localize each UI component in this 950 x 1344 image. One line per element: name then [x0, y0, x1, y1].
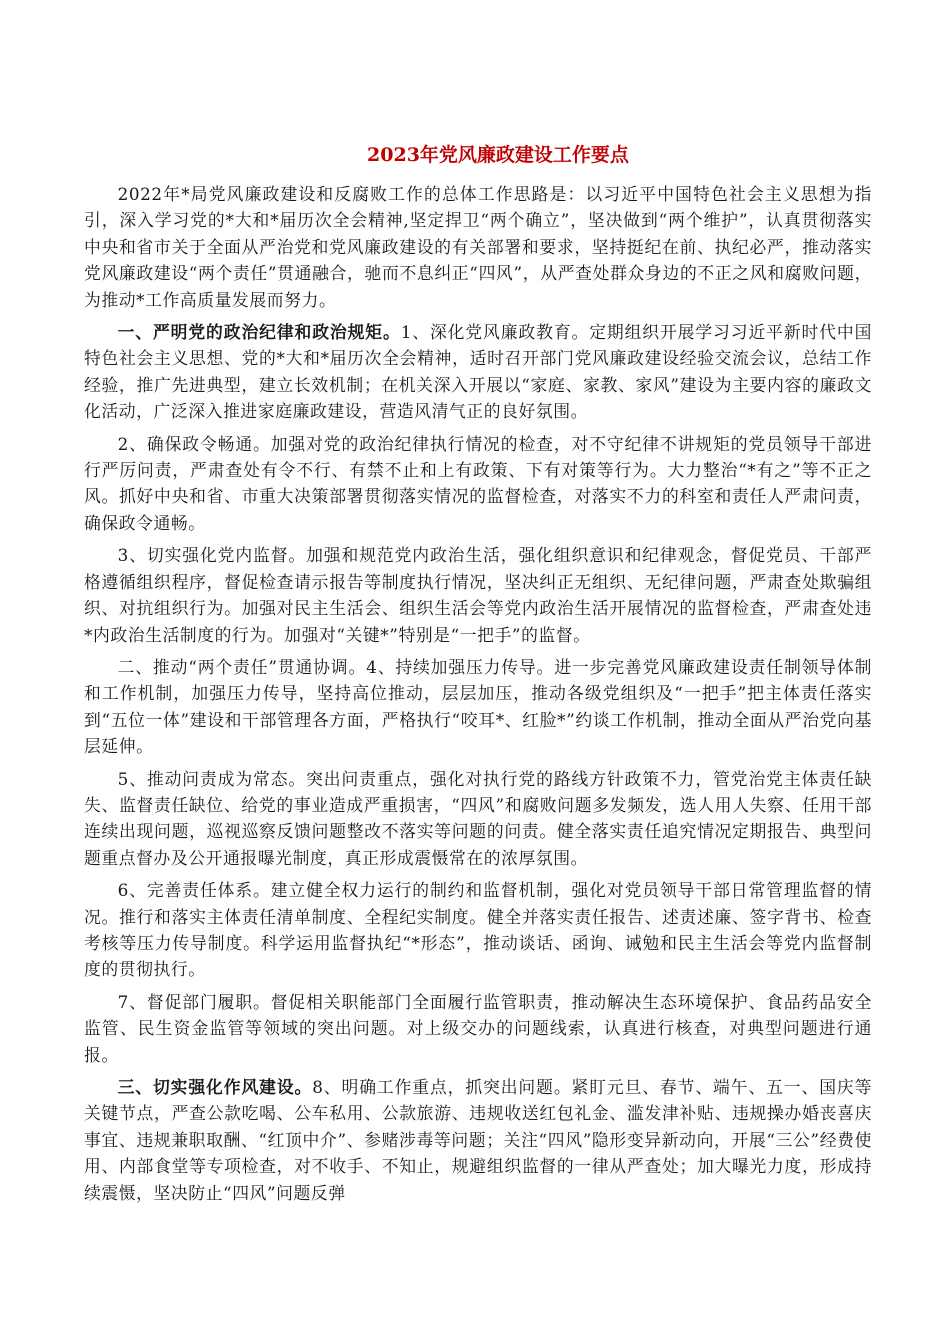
paragraph-item-7 [84, 989, 872, 1068]
paragraph-text: 二、推动“两个责任”贯通协调。4、持续加强压力传导。进一步完善党风廉政建设责任制领导体制和工作机制，加强压力传导，坚持高位推动，层层加压，推动各级党组织及“一把手”把主体责任落实到“五位一体”建设和干部管理各方面，严格执行“咬耳*、红脸*”约谈工作机制，推动全面从严治党向基层延伸。 [84, 656, 872, 757]
paragraph-intro [84, 181, 872, 313]
paragraph-text: 5、推动问责成为常态。突出问责重点，强化对执行党的路线方针政策不力，管党治党主体责任缺失、监督责任缺位、给党的事业造成严重损害，“四风”和腐败问题多发频发，选人用人失察、任用干部连续出现问题，巡视巡察反馈问题整改不落实等问题的问责。健全落实责任追究情况定期报告、典型问题重点督办及公开通报曝光制度，真正形成震慑常在的浓厚氛围。 [84, 768, 872, 868]
section-heading: 三、切实强化作风建设。 [117, 1077, 313, 1097]
paragraph-text: 1、深化党风廉政教育。定期组织开展学习习近平新时代中国特色社会主义思想、党的*大和*届历次全会精神，适时召开部门党风廉政建设经验交流会议，总结工作经验，推广先进典型，建立长效机制；在机关深入开展以“家庭、家教、家风”建设为主要内容的廉政文化活动，广泛深入推进家庭廉政建设，营造风清气正的良好氛围。 [84, 322, 872, 422]
paragraph-section-2 [84, 654, 872, 760]
paragraph-text: 2、确保政令畅通。加强对党的政治纪律执行情况的检查，对不守纪律不讲规矩的党员领导干部进行严厉问责，严肃查处有令不行、有禁不止和上有政策、下有对策等行为。大力整治“*有之”等不正之风。抓好中央和省、市重大决策部署贯彻落实情况的监督检查，对落实不力的科室和责任人严肃问责，确保政令通畅。 [84, 433, 872, 533]
paragraph-text: 7、督促部门履职。督促相关职能部门全面履行监管职责，推动解决生态环境保护、食品药品安全监管、民生资金监管等领域的突出问题。对上级交办的问题线索，认真进行核查，对典型问题进行通报。 [84, 991, 872, 1065]
paragraph-item-6 [84, 877, 872, 983]
section-heading: 一、严明党的政治纪律和政治规矩。 [117, 322, 401, 343]
paragraph-item-2 [84, 431, 872, 537]
paragraph-text: 8、明确工作重点，抓突出问题。紧盯元旦、春节、端午、五一、国庆等关键节点，严查公款吃喝、公车私用、公款旅游、违规收送红包礼金、滥发津补贴、违规操办婚丧喜庆事宜、违规兼职取酬、“红顶中介”、参赌涉毒等问题；关注“四风”隐形变异新动向，开展“三公”经费使用、内部食堂等专项检查，对不收手、不知止，规避组织监督的一律从严查处；加大曝光力度，形成持续震慑，坚决防止“四风”问题反弹 [84, 1077, 872, 1203]
paragraph-text: 2022年*局党风廉政建设和反腐败工作的总体工作思路是：以习近平中国特色社会主义思想为指引，深入学习党的*大和*届历次全会精神,坚定捍卫“两个确立”，坚决做到“两个维护”，认真贯彻落实中央和省市关于全面从严治党和党风廉政建设的有关部署和要求，坚持挺纪在前、执纪必严，推动落实党风廉政建设“两个责任”贯通融合，驰而不息纠正“四风”，从严查处群众身边的不正之风和腐败问题，为推动*工作高质量发展而努力。 [84, 184, 872, 310]
paragraph-text: 3、切实强化党内监督。加强和规范党内政治生活，强化组织意识和纪律观念，督促党员、干部严格遵循组织程序，督促检查请示报告等制度执行情况，坚决纠正无组织、无纪律问题，严肃查处欺骗组织、对抗组织行为。加强对民主生活会、组织生活会等党内政治生活开展情况的监督检查，严肃查处违*内政治生活制度的行为。加强对“关键*”特别是“一把手”的监督。 [84, 545, 872, 645]
document-title: 2023年党风廉政建设工作要点 [367, 144, 629, 166]
paragraph-section-1 [84, 319, 872, 425]
paragraph-section-3 [84, 1074, 872, 1206]
paragraph-item-3 [84, 542, 872, 648]
paragraph-text: 6、完善责任体系。建立健全权力运行的制约和监督机制，强化对党员领导干部日常管理监督的情况。推行和落实主体责任清单制度、全程纪实制度。健全并落实责任报告、述责述廉、签字背书、检查考核等压力传导制度。科学运用监督执纪“*形态”，推动谈话、函询、诫勉和民主生活会等党内监督制度的贯彻执行。 [84, 880, 872, 980]
paragraph-item-5 [84, 766, 872, 872]
